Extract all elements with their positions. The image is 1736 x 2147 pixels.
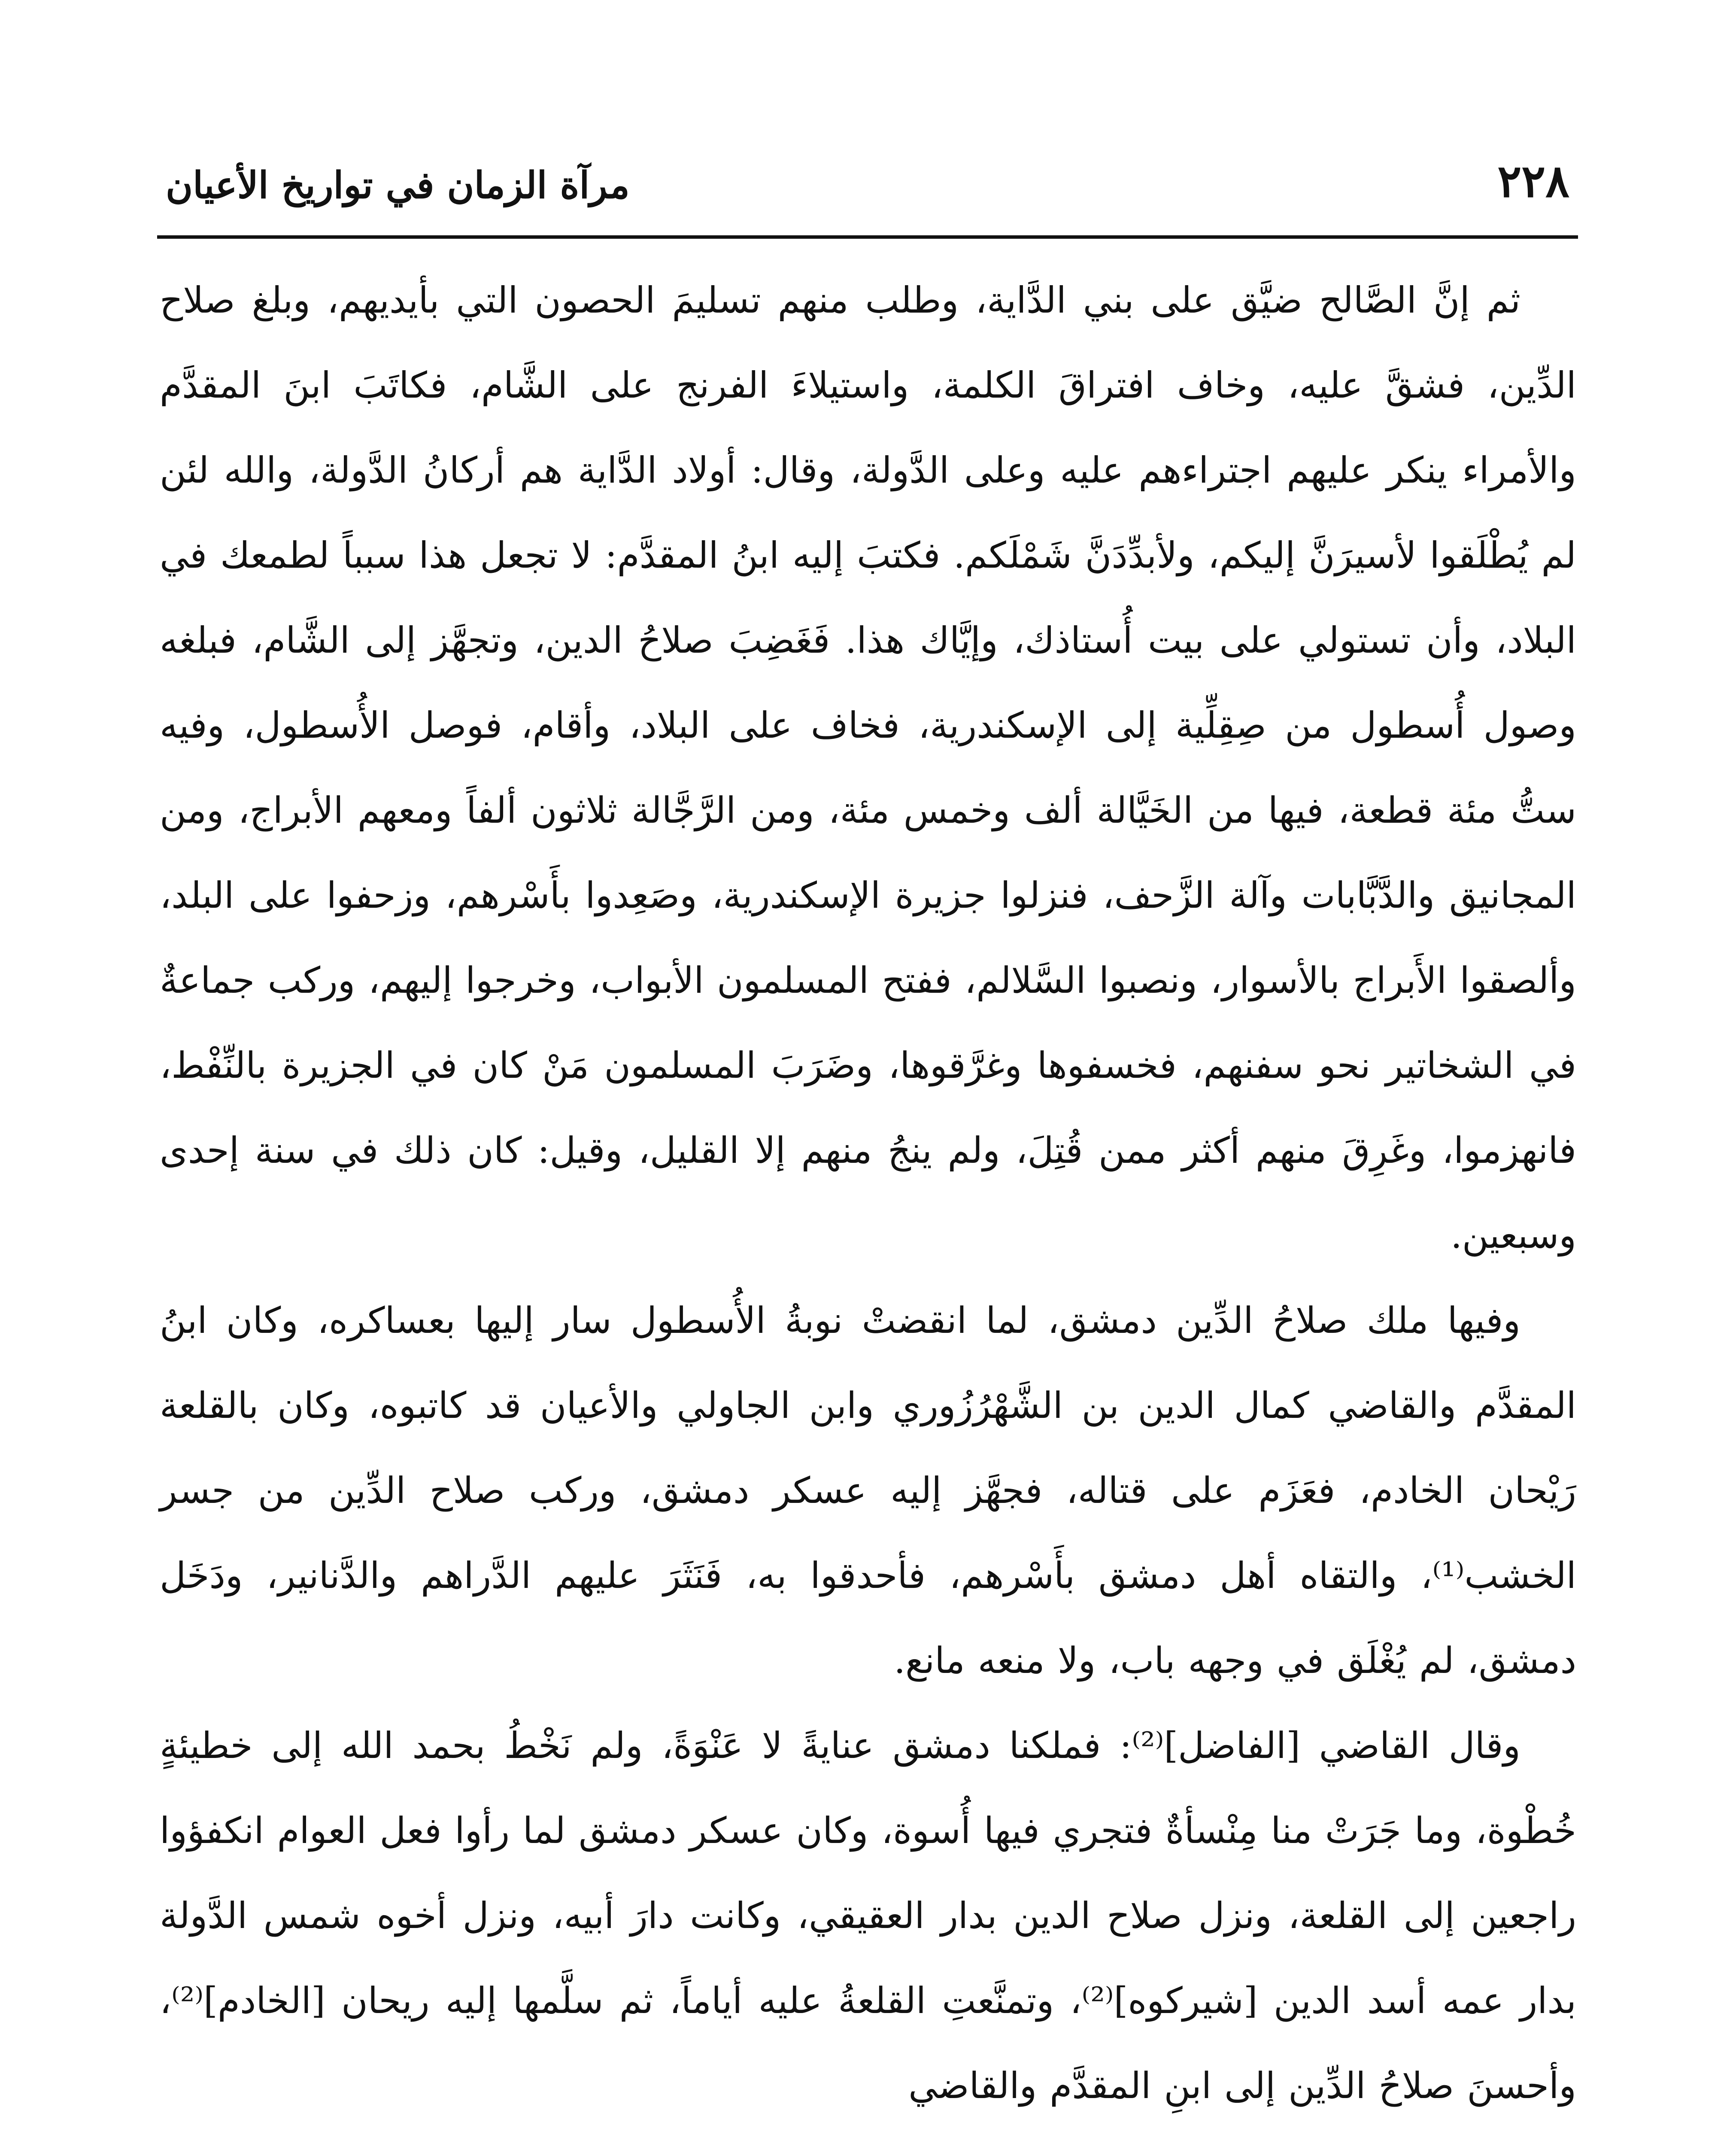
- paragraph: وقال القاضي [الفاضل]⁽²⁾: فملكنا دمشق عنايةً لا عَنْوَةً، ولم نَخْطُ بحمد الله إلى خطيئةٍ خُطْوة، وما جَرَتْ منا مِنْسأةٌ فتجري فيها أُسوة، وكان عسكر دمشق لما رأوا فعل العوام انكفؤوا راجعين إلى القلعة، ونزل صلاح الدين بدار العقيقي، وكانت دارَ أبيه، ونزل أخوه شمس الدَّولة بدار عمه أسد الدين [شيركوه]⁽²⁾، وتمنَّعتِ القلعةُ عليه أياماً، ثم سلَّمها إليه ريحان [الخادم]⁽²⁾، وأحسنَ صلاحُ الدِّين إلى ابنِ المقدَّم والقاضي: [160, 1724, 1576, 2107]
- main-text: [160, 258, 1576, 2128]
- page-number: ٢٢٨: [1497, 155, 1569, 207]
- paragraph: وفيها ملك صلاحُ الدِّين دمشق، لما انقضتْ نوبةُ الأُسطول سار إليها بعساكره، وكان ابنُ المقدَّم والقاضي كمال الدين بن الشَّهْرُزُوري وابن الجاولي والأعيان قد كاتبوه، وكان بالقلعة رَيْحان الخادم، فعَزَم على قتاله، فجهَّز إليه عسكر دمشق، وركب صلاح الدِّين من جسر الخشب⁽¹⁾، والتقاه أهل دمشق بأَسْرهم، فأحدقوا به، فَنَثَرَ عليهم الدَّراهم والدَّنانير، ودَخَل دمشق، لم يُغْلَق في وجهه باب، ولا منعه مانع.: [160, 1299, 1576, 1682]
- header-divider: [157, 235, 1578, 239]
- running-title: مرآة الزمان في تواريخ الأعيان: [166, 164, 630, 207]
- page-header: [157, 142, 1578, 236]
- paragraph: ثم إنَّ الصَّالح ضيَّق على بني الدَّاية، وطلب منهم تسليمَ الحصون التي بأيديهم، وبلغ صلاح الدِّين، فشقَّ عليه، وخاف افتراقَ الكلمة، واستيلاءَ الفرنج على الشَّام، فكاتَبَ ابنَ المقدَّم والأمراء ينكر عليهم اجتراءهم عليه وعلى الدَّولة، وقال: أولاد الدَّاية هم أركانُ الدَّولة، والله لئن لم يُطْلَقوا لأسيرَنَّ إليكم، ولأبدِّدَنَّ شَمْلَكم. فكتبَ إليه ابنُ المقدَّم: لا تجعل هذا سبباً لطمعك في البلاد، وأن تستولي على بيت أُستاذك، وإيَّاك هذا. فَغَضِبَ صلاحُ الدين، وتجهَّز إلى الشَّام، فبلغه وصول أُسطول من صِقِلِّية إلى الإسكندرية، فخاف على البلاد، وأقام، فوصل الأُسطول، وفيه ستُّ مئة قطعة، فيها من الخَيَّالة ألف وخمس مئة، ومن الرَّجَّالة ثلاثون ألفاً ومعهم الأبراج، ومن المجانيق والدَّبَّابات وآلة الزَّحف، فنزلوا جزيرة الإسكندرية، وصَعِدوا بأَسْرهم، وزحفوا على البلد، وألصقوا الأَبراج بالأسوار، ونصبوا السَّلالم، ففتح المسلمون الأبواب، وخرجوا إليهم، وركب جماعةٌ في الشخاتير نحو سفنهم، فخسفوها وغرَّقوها، وضَرَبَ المسلمون مَنْ كان في الجزيرة بالنِّفْط، فانهزموا، وغَرِقَ منهم أكثر ممن قُتِلَ، ولم ينجُ منهم إلا القليل، وقيل: كان ذلك في سنة إحدى وسبعين.: [160, 279, 1576, 1256]
